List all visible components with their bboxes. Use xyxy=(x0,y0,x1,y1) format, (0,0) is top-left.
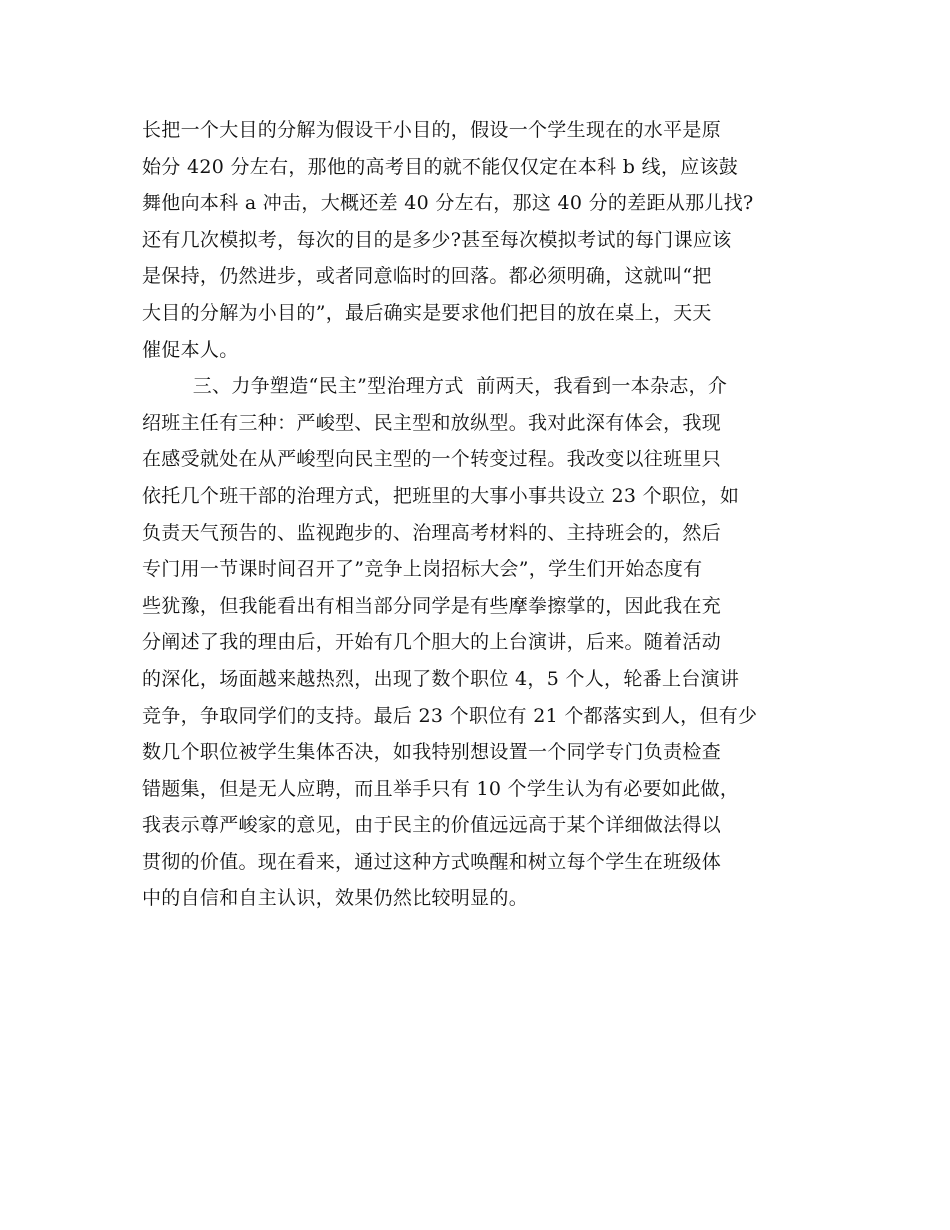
text-line: 错题集，但是无人应聘，而且举手只有 10 个学生认为有必要如此做， xyxy=(142,777,740,800)
paragraph-democratic-management xyxy=(142,368,812,917)
text-line: 些犹豫，但我能看出有相当部分同学是有些摩拳擦掌的，因此我在充 xyxy=(142,594,722,617)
paragraph-goal-decomposition xyxy=(142,112,812,368)
text-line: 数几个职位被学生集体否决，如我特别想设置一个同学专门负责检查 xyxy=(142,741,722,764)
text-line: 在感受就处在从严峻型向民主型的一个转变过程。我改变以往班里只 xyxy=(142,448,722,471)
text-line: 始分 420 分左右，那他的高考目的就不能仅仅定在本科 b 线，应该鼓 xyxy=(142,155,739,178)
text-line: 三、力争塑造“民主”型治理方式 前两天，我看到一本杂志，介 xyxy=(142,375,728,398)
text-line: 专门用一节课时间召开了”竞争上岗招标大会”，学生们开始态度有 xyxy=(142,558,703,581)
text-line: 长把一个大目的分解为假设干小目的，假设一个学生现在的水平是原 xyxy=(142,119,722,141)
text-line: 我表示尊严峻家的意见，由于民主的价值远远高于某个详细做法得以 xyxy=(142,814,722,837)
text-line: 还有几次模拟考，每次的目的是多少?甚至每次模拟考试的每门课应该 xyxy=(142,228,732,251)
text-line: 舞他向本科 a 冲击，大概还差 40 分左右，那这 40 分的差距从那儿找? xyxy=(142,192,754,215)
text-line: 依托几个班干部的治理方式，把班里的大事小事共设立 23 个职位，如 xyxy=(142,484,740,507)
text-line: 的深化，场面越来越热烈，出现了数个职位 4，5 个人，轮番上台演讲 xyxy=(142,667,740,690)
text-line: 是保持，仍然进步，或者同意临时的回落。都必须明确，这就叫“把 xyxy=(142,265,712,288)
text-line: 大目的分解为小目的”，最后确实是要求他们把目的放在桌上，天天 xyxy=(142,301,712,324)
text-line: 分阐述了我的理由后，开始有几个胆大的上台演讲，后来。随着活动 xyxy=(142,631,722,654)
text-line: 催促本人。 xyxy=(142,338,239,361)
text-line: 负责天气预告的、监视跑步的、治理高考材料的、主持班会的，然后 xyxy=(142,521,722,544)
text-line: 贯彻的价值。现在看来，通过这种方式唤醒和树立每个学生在班级体 xyxy=(142,850,722,873)
text-line: 绍班主任有三种：严峻型、民主型和放纵型。我对此深有体会，我现 xyxy=(142,411,722,434)
text-line: 中的自信和自主认识，效果仍然比较明显的。 xyxy=(142,887,529,910)
document-page xyxy=(142,112,812,917)
text-line: 竞争，争取同学们的支持。最后 23 个职位有 21 个都落实到人，但有少 xyxy=(142,704,758,727)
